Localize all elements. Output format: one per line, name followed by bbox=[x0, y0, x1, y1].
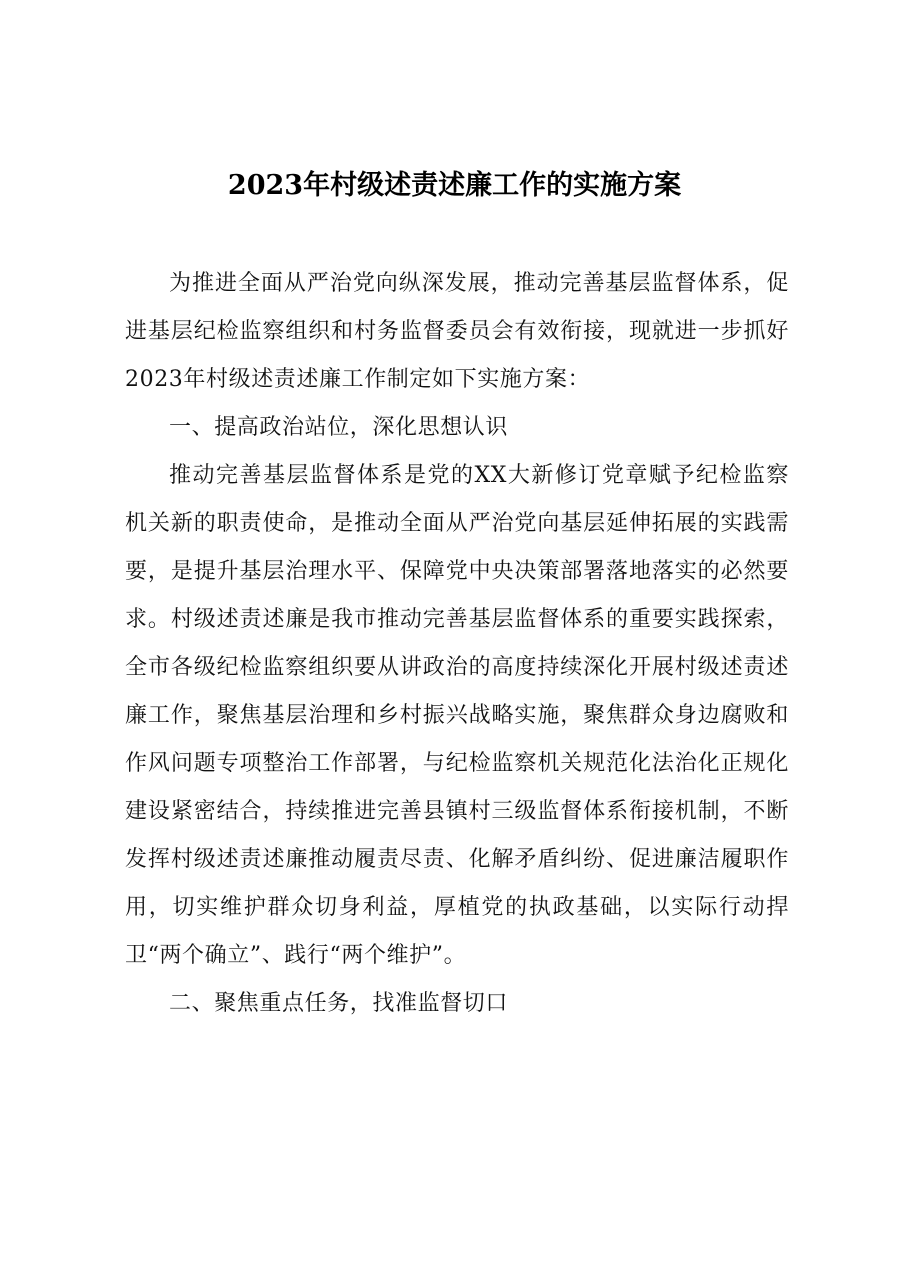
document-title: 2023年村级述责述廉工作的实施方案 bbox=[227, 170, 682, 201]
section-1-paragraph: 推动完善基层监督体系是党的XX大新修订党章赋予纪检监察机关新的职责使命，是推动全面从严治党向基层延伸拓展的实践需要，是提升基层治理水平、保障党中央决策部署落地落实的必然要求。村级述责述廉是我市推动完善基层监督体系的重要实践探索，全市各级纪检监察组织要从讲政治的高度持续深化开展村级述责述廉工作，聚焦基层治理和乡村振兴战略实施，聚焦群众身边腐败和作风问题专项整治工作部署，与纪检监察机关规范化法治化正规化建设紧密结合，持续推进完善县镇村三级监督体系衔接机制，不断发挥村级述责述廉推动履责尽责、化解矛盾纠纷、促进廉洁履职作用，切实维护群众切身利益，厚植党的执政基础，以实际行动捍卫“两个确立”、践行“两个维护”。 bbox=[125, 463, 789, 968]
section-heading-2: 二、聚焦重点任务，找准监督切口 bbox=[169, 991, 509, 1016]
section-heading-1: 一、提高政治站位，深化思想认识 bbox=[169, 415, 509, 440]
document-body bbox=[125, 260, 789, 1028]
intro-paragraph: 为推进全面从严治党向纵深发展，推动完善基层监督体系，促进基层纪检监察组织和村务监督委员会有效衔接，现就进一步抓好2023年村级述责述廉工作制定如下实施方案： bbox=[125, 271, 789, 392]
